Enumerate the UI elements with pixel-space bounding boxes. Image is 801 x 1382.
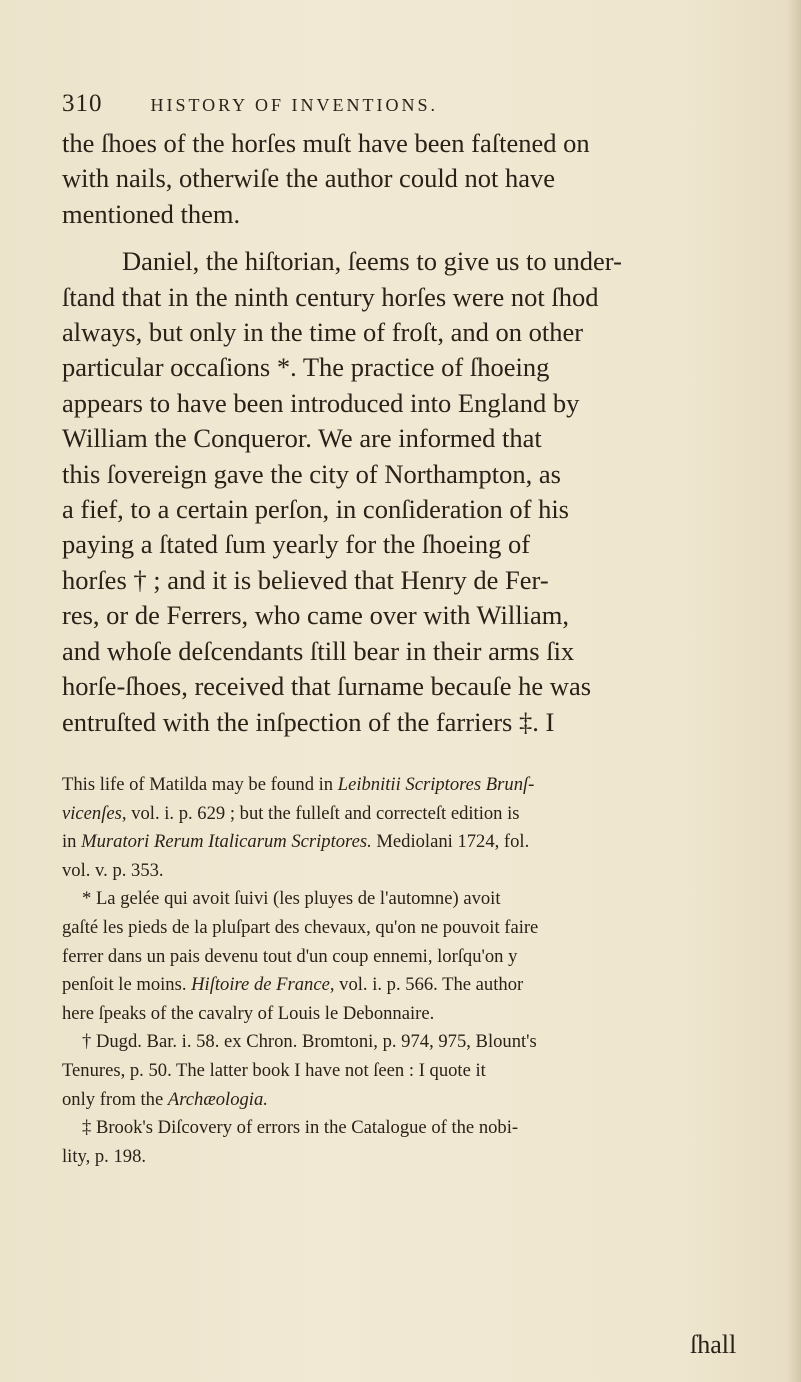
text-line: Daniel, the hiſtorian, ſeems to give us to under- [122,246,622,277]
note-text: Mediolani 1724, fol. [371,831,530,853]
text-line: this ſovereign gave the city of Northampton, as [62,458,561,489]
note-title: vicenſes [62,802,122,824]
text-line: always, but only in the time of froſt, and on other [62,317,584,348]
note-text: only from the [62,1088,168,1110]
main-text [62,126,744,740]
text-line: a fief, to a certain perſon, in conſideration of his [62,494,569,525]
text-line: horſes † ; and it is believed that Henry de Fer- [62,564,549,595]
note-line: † Dugd. Bar. i. 58. ex Chron. Bromtoni, p. 974, 975, Blount's [82,1031,537,1053]
text-line: res, or de Ferrers, who came over with William, [62,600,569,631]
page-header [62,90,722,124]
note-line: here ſpeaks of the cavalry of Louis le Debonnaire. [62,1002,435,1024]
text-line: the ſhoes of the horſes muſt have been faſtened on [62,128,590,158]
text-line: appears to have been introduced into England by [62,387,580,418]
text-line: with nails, otherwiſe the author could not have [62,163,556,194]
running-head: HISTORY OF INVENTIONS. [150,95,439,115]
note-text: This life of Matilda may be found in [62,774,338,795]
page-edge-shadow [787,0,801,1382]
note-text: in [62,831,82,853]
note-text: , vol. i. p. 629 ; but the fulleſt and correcteſt edition is [121,802,520,824]
note-line: ferrer dans un pais devenu tout d'un coup ennemi, lorſqu'on y [62,945,518,967]
paragraph-1 [62,126,744,232]
note-line: * La gelée qui avoit ſuivi (les pluyes de l'automne) avoit [82,888,501,910]
note-line [62,1086,752,1115]
note-text: , vol. i. p. 566. The author [329,974,524,996]
note-line: vol. v. p. 353. [62,859,164,881]
paragraph-2 [62,244,744,740]
note-title: Hiſtoire de France [191,974,330,996]
text-line: mentioned them. [62,198,241,229]
text-line: horſe-ſhoes, received that ſurname becauſe he was [62,671,592,702]
note-line [62,771,752,800]
footnote-dagger [62,1028,752,1114]
footnote-double-dagger [62,1114,752,1171]
catchword: ſhall [690,1330,737,1359]
note-title: Archæologia. [167,1088,268,1110]
note-title: Muratori Rerum Italicarum Scriptores. [81,831,372,853]
text-line: paying a ſtated ſum yearly for the ſhoeing of [62,529,531,560]
note-title: Leibnitii Scriptores Brunſ- [337,774,535,795]
note-line: ‡ Brook's Diſcovery of errors in the Catalogue of the nobi- [82,1117,519,1139]
footnote-continued [62,771,752,885]
text-line: William the Conqueror. We are informed that [62,423,542,454]
note-line: lity, p. 198. [62,1145,147,1167]
note-line [62,800,752,829]
note-line [62,828,752,857]
text-line: ſtand that in the ninth century horſes were not ſhod [62,281,599,312]
footnotes [62,771,752,1171]
footnote-star [62,885,752,1028]
note-line [62,971,752,1000]
note-line: Tenures, p. 50. The latter book I have not ſeen : I quote it [62,1059,486,1081]
text-line: particular occaſions *. The practice of ſhoeing [62,352,550,383]
note-line: gaſté les pieds de la pluſpart des chevaux, qu'on ne pouvoit faire [62,916,539,938]
text-line: and whoſe deſcendants ſtill bear in their arms ſix [62,635,575,666]
text-line: entruſted with the inſpection of the farriers ‡. I [62,706,555,737]
page-number: 310 [62,90,103,117]
note-text: penſoit le moins. [62,974,192,996]
